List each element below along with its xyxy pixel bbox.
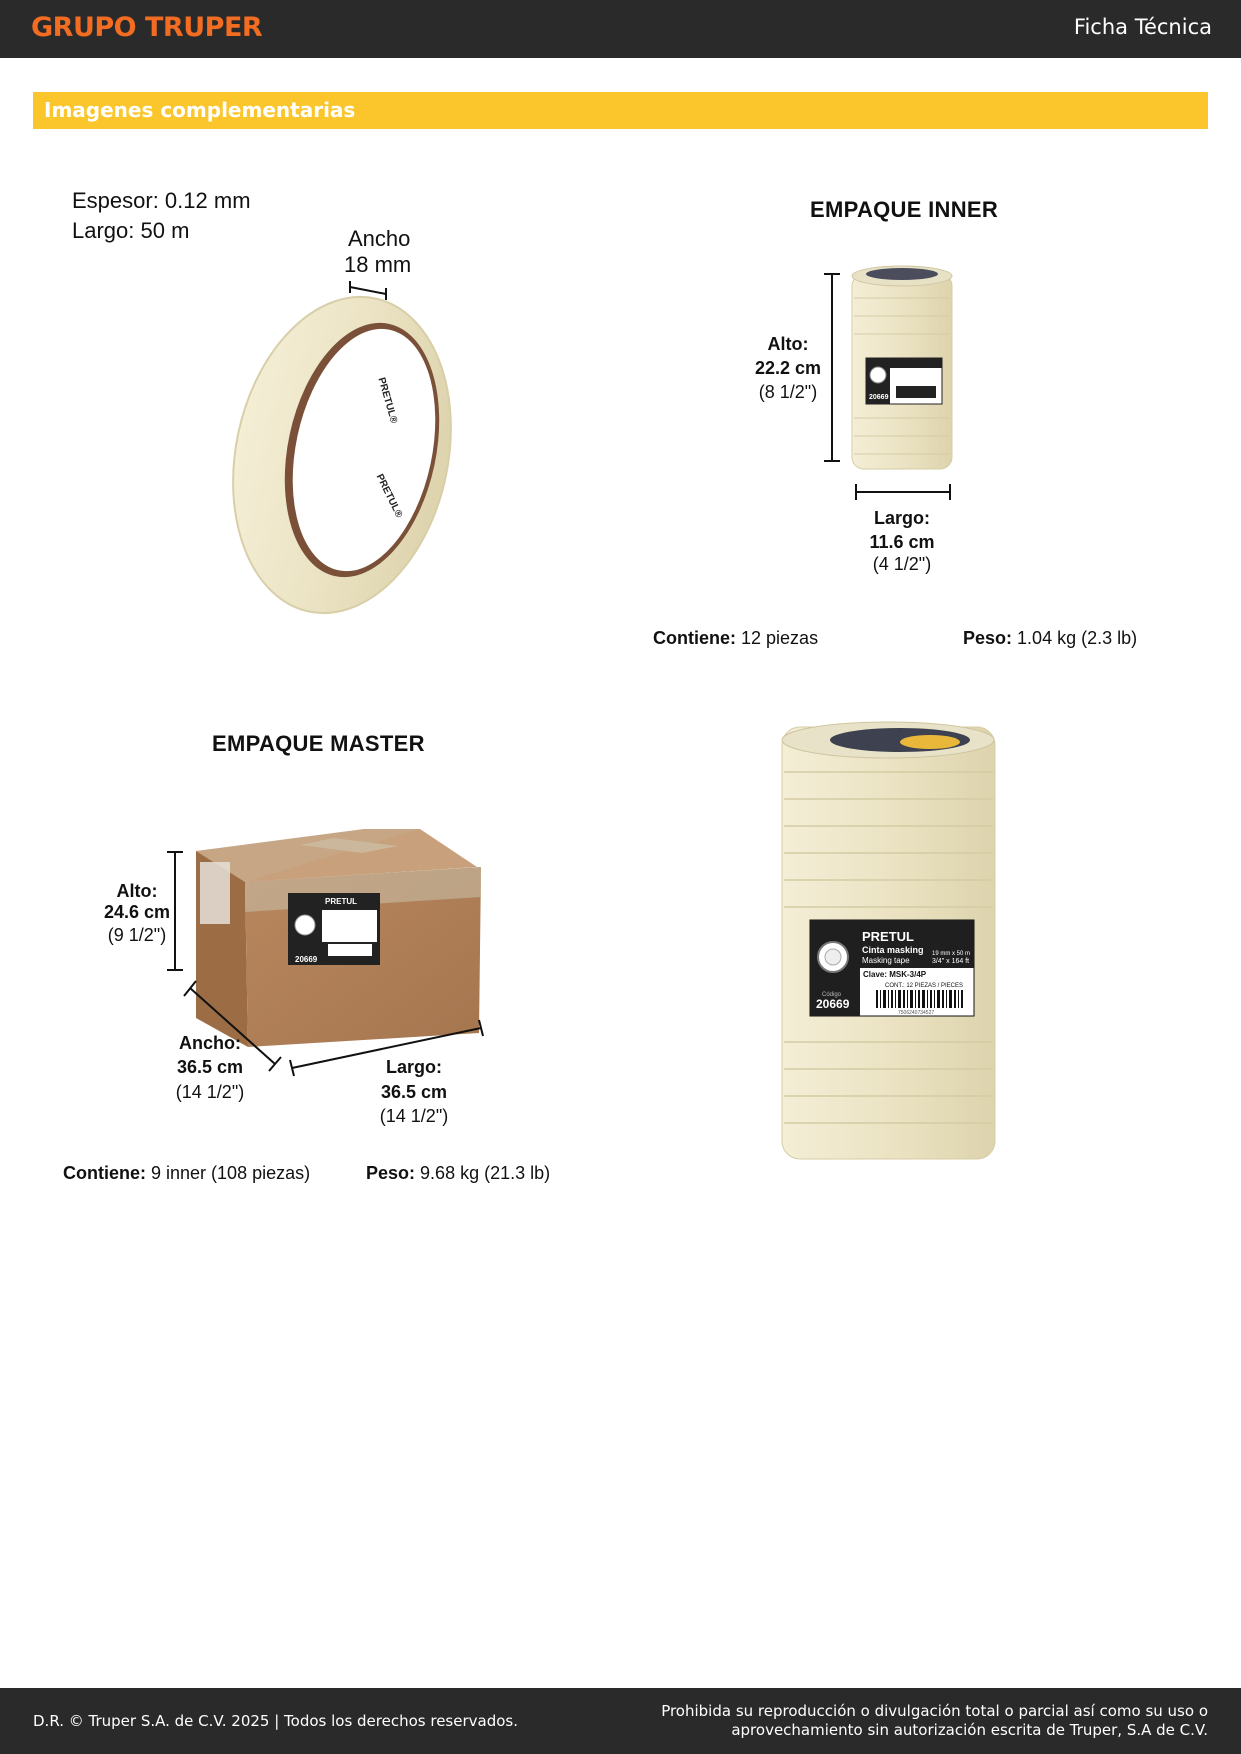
inner-height-label: Alto:: [767, 334, 809, 354]
master-weight-label: Peso:: [366, 1163, 416, 1183]
stack-label-line1: Cinta masking: [862, 945, 924, 955]
master-length-value: 36.5 cm: [380, 1082, 448, 1102]
stack-label-code: 20669: [816, 997, 850, 1011]
master-contains-label: Contiene:: [63, 1163, 146, 1183]
inner-label-code: 20669: [869, 394, 889, 401]
footer-copyright: D.R. © Truper S.A. de C.V. 2025 | Todos los derechos reservados.: [33, 1712, 518, 1730]
master-heading: EMPAQUE MASTER: [212, 731, 425, 756]
inner-height-imperial: (8 1/2"): [758, 382, 818, 402]
roll-width-label: Ancho: [348, 226, 411, 251]
stack-label-code-label: Código: [822, 992, 842, 998]
master-label-brand: PRETUL: [325, 897, 357, 906]
master-contains-value: 9 inner (108 piezas): [151, 1163, 311, 1183]
footer-notice-line1: Prohibida su reproducción o divulgación total o parcial así como su uso o: [661, 1702, 1208, 1720]
stack-barcode-number: 7506240734527: [898, 1010, 935, 1016]
inner-length-imperial: (4 1/2"): [872, 554, 932, 574]
inner-heading: EMPAQUE INNER: [810, 197, 999, 222]
stack-label-size: 3/4" x 164 ft: [932, 958, 970, 965]
inner-weight: [963, 628, 1137, 649]
master-box-image: [196, 829, 481, 1047]
inner-weight-value: 1.04 kg (2.3 lb): [1017, 628, 1138, 648]
master-width-imperial: (14 1/2"): [175, 1082, 245, 1102]
master-weight: [366, 1163, 550, 1184]
inner-contains: [653, 628, 818, 649]
roll-width-value: 18 mm: [344, 252, 412, 277]
truper-logo: GRUPO TRUPER: [31, 12, 263, 43]
tape-roll-image: [205, 276, 479, 633]
master-length-label: Largo:: [386, 1057, 442, 1077]
page-footer: [0, 1688, 1241, 1754]
inner-contains-label: Contiene:: [653, 628, 736, 648]
stack-label-size-metric: 19 mm x 50 m: [932, 951, 971, 957]
roll-brand-text: PRETUL®: [375, 376, 400, 425]
master-height-imperial: (9 1/2"): [107, 925, 167, 945]
master-width-label: Ancho:: [179, 1033, 241, 1053]
document-type: Ficha Técnica: [1073, 15, 1212, 39]
tape-stack-image: [782, 722, 995, 1159]
master-height-value: 24.6 cm: [103, 902, 171, 922]
stack-label-brand: PRETUL: [862, 929, 914, 944]
master-weight-value: 9.68 kg (21.3 lb): [420, 1163, 551, 1183]
stack-label-key: Clave: MSK-3/4P: [863, 970, 927, 979]
section-title: Imagenes complementarias: [44, 98, 356, 122]
master-length-imperial: (14 1/2"): [379, 1106, 449, 1126]
master-width-value: 36.5 cm: [176, 1057, 244, 1077]
inner-pack-image: [852, 266, 952, 469]
master-height-label: Alto:: [116, 881, 158, 901]
master-contains: [63, 1163, 310, 1184]
inner-length-dimension: [856, 484, 950, 500]
footer-notice: [661, 1702, 1208, 1740]
inner-length-label: Largo:: [874, 508, 930, 528]
inner-length-value: 11.6 cm: [869, 532, 935, 552]
spec-thickness: Espesor: 0.12 mm: [72, 188, 251, 213]
inner-weight-label: Peso:: [963, 628, 1013, 648]
stack-label-line2: Masking tape: [862, 956, 910, 965]
svg-text:PRETUL®: PRETUL®: [373, 472, 405, 520]
inner-contains-value: 12 piezas: [741, 628, 819, 648]
spec-length: Largo: 50 m: [72, 218, 190, 243]
footer-notice-line2: aprovechamiento sin autorización escrita de Truper, S.A de C.V.: [731, 1721, 1208, 1739]
master-label-code: 20669: [295, 955, 318, 964]
stack-label-contents: CONT.: 12 PIEZAS / PIECES: [885, 983, 964, 989]
inner-height-value: 22.2 cm: [754, 358, 822, 378]
